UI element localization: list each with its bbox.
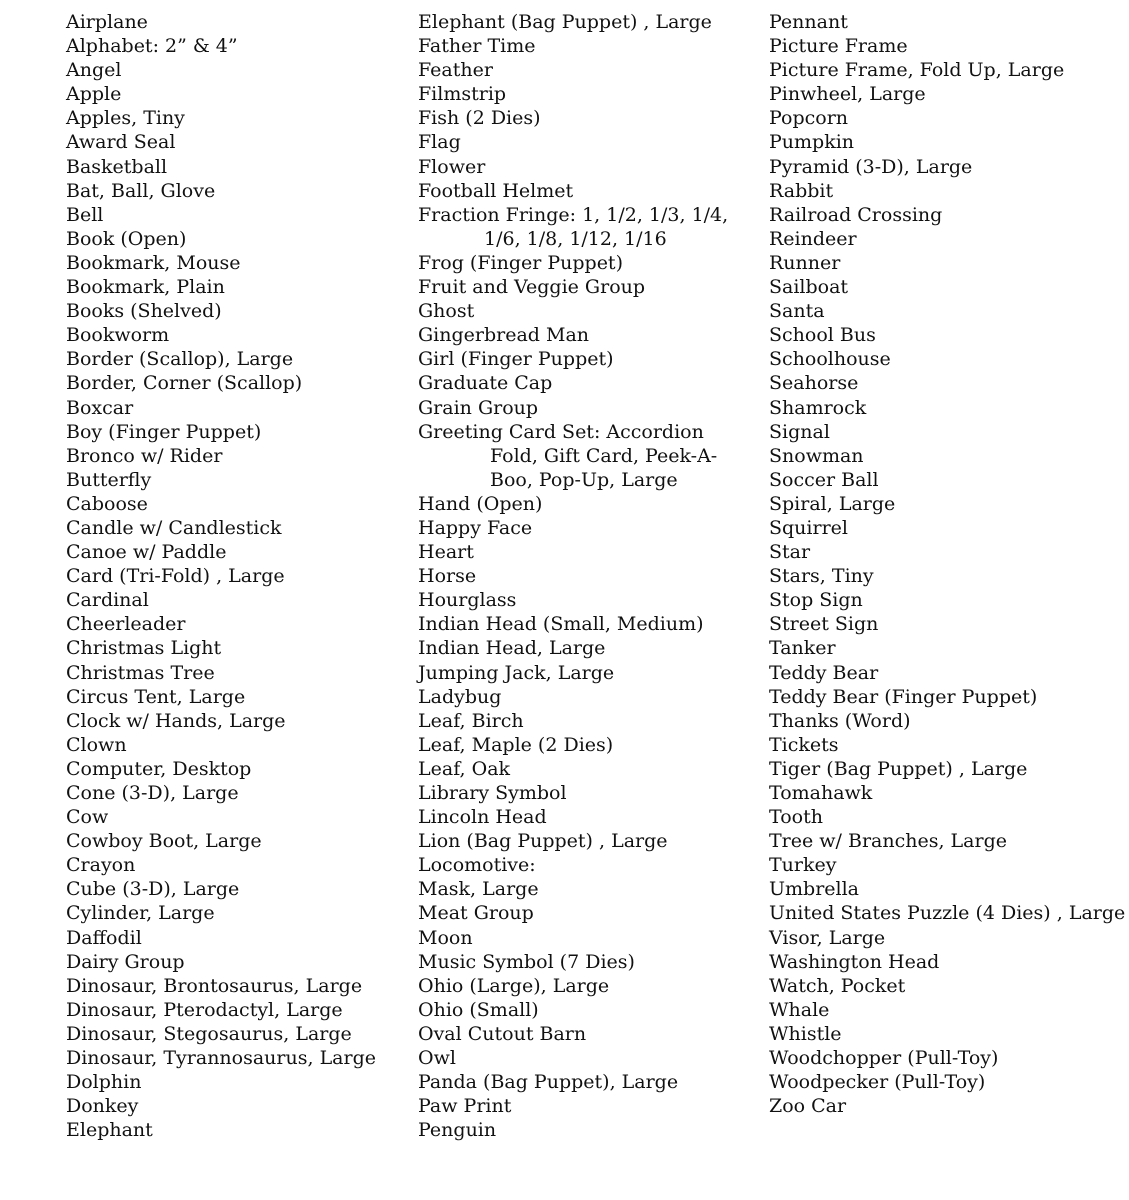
list-item: Lion (Bag Puppet) , Large: [418, 830, 668, 853]
list-item: Mask, Large: [418, 878, 539, 901]
list-item: United States Puzzle (4 Dies) , Large: [769, 902, 1126, 925]
list-item: Rabbit: [769, 179, 834, 202]
list-item: Bat, Ball, Glove: [66, 179, 216, 202]
list-item: Greeting Card Set: Accordion: [418, 420, 704, 443]
list-item: Snowman: [769, 444, 864, 467]
list-item: Girl (Finger Puppet): [418, 348, 614, 371]
list-item: Bookworm: [66, 324, 170, 347]
list-item: Happy Face: [418, 516, 533, 539]
list-item: Leaf, Oak: [418, 757, 511, 780]
list-item: Sailboat: [769, 276, 849, 299]
list-item: Meat Group: [418, 902, 534, 925]
list-item: Zoo Car: [769, 1095, 847, 1118]
list-item: Tiger (Bag Puppet) , Large: [769, 757, 1028, 780]
list-item: Butterfly: [66, 468, 152, 491]
list-item: Award Seal: [66, 131, 176, 154]
list-column-1: [66, 10, 376, 1142]
list-item: Leaf, Maple (2 Dies): [418, 733, 614, 756]
list-item: Horse: [418, 565, 477, 588]
list-item: Thanks (Word): [769, 709, 911, 732]
list-item: Reindeer: [769, 227, 857, 250]
list-item: Soccer Ball: [769, 468, 879, 491]
list-item: Flag: [418, 131, 461, 154]
list-item: Fish (2 Dies): [418, 107, 541, 130]
list-item: Leaf, Birch: [418, 709, 524, 732]
list-item: Ghost: [418, 300, 475, 323]
list-item: Grain Group: [418, 396, 539, 419]
list-item: Signal: [769, 420, 830, 443]
list-item: Stars, Tiny: [769, 565, 874, 588]
list-item-continuation: 1/6, 1/8, 1/12, 1/16: [484, 227, 667, 250]
list-item: Library Symbol: [418, 782, 567, 804]
list-item: Stop Sign: [769, 589, 863, 612]
list-item: Cylinder, Large: [66, 902, 215, 925]
list-item: Indian Head, Large: [418, 637, 606, 660]
list-column-2: [418, 10, 728, 1142]
list-item: Border, Corner (Scallop): [66, 372, 303, 395]
list-item: Bookmark, Plain: [66, 276, 225, 299]
list-item: Boxcar: [66, 396, 134, 419]
list-item: Panda (Bag Puppet), Large: [418, 1071, 679, 1094]
list-item: Spiral, Large: [769, 492, 896, 515]
list-item: Cube (3-D), Large: [66, 878, 240, 901]
list-item: Schoolhouse: [769, 348, 891, 371]
list-item: Lincoln Head: [418, 806, 547, 829]
list-item: Street Sign: [769, 613, 879, 636]
list-item: Graduate Cap: [418, 372, 553, 395]
list-item: Dairy Group: [66, 950, 185, 973]
list-item: Santa: [769, 300, 825, 323]
list-item: Fraction Fringe: 1, 1/2, 1/3, 1/4,: [418, 203, 729, 226]
list-item: Elephant (Bag Puppet) , Large: [418, 11, 712, 33]
list-item: Bronco w/ Rider: [66, 444, 223, 467]
list-item: Canoe w/ Paddle: [66, 541, 227, 564]
list-item: Card (Tri-Fold) , Large: [66, 565, 285, 588]
list-item: Whale: [769, 998, 830, 1021]
list-item: Penguin: [418, 1119, 497, 1142]
list-item: Books (Shelved): [66, 300, 222, 323]
list-item: Moon: [418, 926, 473, 949]
list-item: Tooth: [769, 806, 823, 829]
list-item: Angel: [66, 59, 122, 82]
list-item: Cone (3-D), Large: [66, 782, 239, 804]
list-column-3: [769, 10, 1125, 1118]
list-item-continuation: Fold, Gift Card, Peek-A-: [490, 444, 718, 467]
list-item: Frog (Finger Puppet): [418, 251, 623, 274]
list-item: Feather: [418, 59, 493, 82]
list-item: Music Symbol (7 Dies): [418, 950, 635, 973]
list-item: Dinosaur, Pterodactyl, Large: [66, 998, 343, 1021]
list-item: Ohio (Small): [418, 998, 539, 1021]
list-item: Tickets: [769, 733, 839, 756]
list-item: Crayon: [66, 854, 136, 877]
list-item: Clown: [66, 733, 127, 756]
list-item: Owl: [418, 1047, 456, 1070]
list-item: Hourglass: [418, 589, 517, 612]
list-item: Caboose: [66, 492, 148, 515]
list-item: Teddy Bear: [769, 661, 879, 684]
list-item: Book (Open): [66, 227, 187, 250]
list-item: School Bus: [769, 324, 876, 347]
list-item: Dinosaur, Stegosaurus, Large: [66, 1022, 352, 1045]
list-item: Visor, Large: [769, 926, 886, 949]
list-item: Teddy Bear (Finger Puppet): [769, 685, 1038, 708]
list-item: Apple: [66, 83, 122, 106]
list-item: Woodchopper (Pull-Toy): [769, 1047, 999, 1070]
list-item: Squirrel: [769, 516, 848, 539]
list-item: Computer, Desktop: [66, 757, 252, 780]
list-item: Tanker: [769, 637, 836, 660]
list-item: Circus Tent, Large: [66, 685, 246, 708]
list-item: Daffodil: [66, 926, 142, 949]
list-item: Dolphin: [66, 1071, 142, 1094]
list-item: Picture Frame: [769, 35, 908, 58]
list-item: Flower: [418, 155, 486, 178]
list-item: Ohio (Large), Large: [418, 974, 610, 997]
list-item: Railroad Crossing: [769, 203, 943, 226]
list-item: Christmas Tree: [66, 661, 215, 684]
list-item: Boy (Finger Puppet): [66, 420, 262, 443]
list-item: Pinwheel, Large: [769, 83, 926, 106]
list-item: Dinosaur, Tyrannosaurus, Large: [66, 1047, 377, 1070]
list-item: Jumping Jack, Large: [418, 661, 615, 684]
list-item-continuation: Boo, Pop-Up, Large: [490, 468, 678, 491]
list-item: Alphabet: 2” & 4”: [66, 35, 238, 58]
list-item: Whistle: [769, 1022, 842, 1045]
list-item: Tree w/ Branches, Large: [769, 830, 1007, 853]
list-item: Fruit and Veggie Group: [418, 276, 646, 299]
list-item: Oval Cutout Barn: [418, 1022, 587, 1045]
list-item: Border (Scallop), Large: [66, 348, 294, 371]
list-item: Cardinal: [66, 589, 149, 612]
list-item: Runner: [769, 251, 841, 274]
list-item: Hand (Open): [418, 492, 543, 515]
list-item: Cowboy Boot, Large: [66, 830, 262, 853]
list-item: Gingerbread Man: [418, 324, 590, 347]
list-item: Turkey: [769, 854, 837, 877]
list-item: Bell: [66, 203, 104, 226]
list-item: Tomahawk: [769, 782, 873, 804]
list-item: Woodpecker (Pull-Toy): [769, 1071, 986, 1094]
list-item: Pyramid (3-D), Large: [769, 155, 973, 178]
list-item: Bookmark, Mouse: [66, 251, 241, 274]
list-item: Clock w/ Hands, Large: [66, 709, 286, 732]
list-item: Shamrock: [769, 396, 867, 419]
list-item: Airplane: [66, 11, 148, 33]
list-item: Indian Head (Small, Medium): [418, 613, 704, 636]
list-item: Umbrella: [769, 878, 859, 901]
list-item: Heart: [418, 541, 474, 564]
list-item: Paw Print: [418, 1095, 512, 1118]
list-item: Washington Head: [769, 950, 940, 973]
list-item: Dinosaur, Brontosaurus, Large: [66, 974, 363, 997]
list-item: Ladybug: [418, 685, 502, 708]
list-item: Star: [769, 541, 811, 564]
list-item: Candle w/ Candlestick: [66, 516, 282, 539]
list-item: Picture Frame, Fold Up, Large: [769, 59, 1065, 82]
list-item: Seahorse: [769, 372, 859, 395]
list-item: Watch, Pocket: [769, 974, 906, 997]
list-item: Father Time: [418, 35, 536, 58]
list-item: Pennant: [769, 11, 848, 33]
list-item: Christmas Light: [66, 637, 222, 660]
list-item: Football Helmet: [418, 179, 574, 202]
list-item: Popcorn: [769, 107, 849, 130]
list-item: Cow: [66, 806, 109, 829]
list-item: Basketball: [66, 155, 168, 178]
list-item: Locomotive:: [418, 854, 536, 877]
list-item: Elephant: [66, 1119, 153, 1142]
list-item: Donkey: [66, 1095, 139, 1118]
list-item: Cheerleader: [66, 613, 186, 636]
list-item: Apples, Tiny: [66, 107, 185, 130]
list-item: Filmstrip: [418, 83, 507, 106]
list-item: Pumpkin: [769, 131, 855, 154]
